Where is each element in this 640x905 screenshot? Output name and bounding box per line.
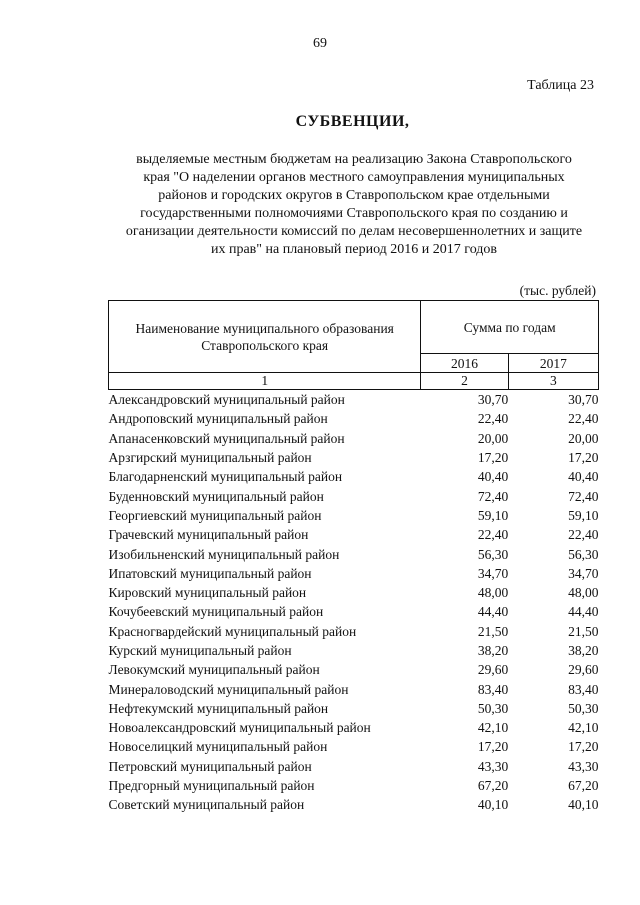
municipality-name-cell: Курский муниципальный район xyxy=(108,643,292,658)
value-2017-cell: 44,40 xyxy=(568,604,599,620)
document-subtitle xyxy=(108,151,600,259)
table-row xyxy=(109,506,599,525)
value-2017-cell: 34,70 xyxy=(568,565,599,581)
column-number-3: 3 xyxy=(508,373,598,390)
value-2017-cell: 42,10 xyxy=(568,720,599,736)
value-2016-cell: 56,30 xyxy=(477,546,509,562)
column-number-1: 1 xyxy=(109,373,421,390)
value-2016-cell: 83,40 xyxy=(477,681,509,697)
value-2016-cell: 48,00 xyxy=(477,585,509,601)
value-2016-cell: 29,60 xyxy=(477,662,509,678)
value-2017-cell: 30,70 xyxy=(568,392,599,408)
municipality-name-cell: Кировский муниципальный район xyxy=(108,585,307,601)
value-2016-cell: 22,40 xyxy=(477,527,509,543)
value-2017-cell: 40,10 xyxy=(568,797,599,813)
table-row xyxy=(109,390,599,410)
header-year-2017: 2017 xyxy=(508,354,598,373)
table-row xyxy=(109,486,599,505)
column-number-2: 2 xyxy=(421,373,508,390)
header-name-text: Наименование муниципального образования Ставропольского края xyxy=(135,320,394,353)
value-2016-cell: 17,20 xyxy=(477,450,509,466)
municipality-name-cell: Буденновский муниципальный район xyxy=(108,488,324,504)
value-2017-cell: 83,40 xyxy=(568,681,599,697)
header-year-2016: 2016 xyxy=(421,354,508,373)
municipality-name-cell: Предгорный муниципальный район xyxy=(108,778,315,794)
municipality-name-cell: Апанасенковский муниципальный район xyxy=(108,430,345,446)
municipality-name-cell: Грачевский муниципальный район xyxy=(108,527,309,543)
table-row xyxy=(109,737,599,756)
municipality-name-cell: Минераловодский муниципальный район xyxy=(108,681,349,697)
units-note: (тыс. рублей) xyxy=(519,283,596,298)
value-2017-cell: 56,30 xyxy=(568,546,599,562)
municipality-name-cell: Изобильненский муниципальный район xyxy=(108,546,340,562)
municipality-name-cell: Ипатовский муниципальный район xyxy=(108,565,312,581)
value-2016-cell: 67,20 xyxy=(477,778,509,794)
value-2017-cell: 17,20 xyxy=(568,739,599,755)
value-2017-cell: 29,60 xyxy=(568,662,599,678)
value-2016-cell: 72,40 xyxy=(477,488,509,504)
value-2017-cell: 38,20 xyxy=(568,643,599,658)
table-row xyxy=(109,602,599,621)
table-body xyxy=(109,390,599,815)
value-2017-cell: 21,50 xyxy=(568,623,599,639)
subtitle-line: районов и городских округов в Ставропольском крае отдельными xyxy=(158,188,550,203)
value-2017-cell: 50,30 xyxy=(568,700,599,716)
document-title: СУБВЕНЦИИ, xyxy=(295,113,410,130)
table-row xyxy=(109,679,599,698)
table-row xyxy=(109,622,599,641)
table-row xyxy=(109,525,599,544)
municipality-name-cell: Арзгирский муниципальный район xyxy=(108,450,312,466)
table-row xyxy=(109,583,599,602)
municipality-name-cell: Георгиевский муниципальный район xyxy=(108,507,322,523)
value-2017-cell: 48,00 xyxy=(568,585,599,601)
value-2017-cell: 40,40 xyxy=(568,469,599,485)
value-2016-cell: 42,10 xyxy=(477,720,509,736)
header-sum-by-years: Сумма по годам xyxy=(421,301,599,354)
value-2017-cell: 17,20 xyxy=(568,450,599,466)
value-2016-cell: 50,30 xyxy=(477,700,509,716)
municipality-name-cell: Александровский муниципальный район xyxy=(108,392,345,408)
value-2017-cell: 72,40 xyxy=(568,488,599,504)
municipality-name-cell: Благодарненский муниципальный район xyxy=(108,469,343,485)
table-row xyxy=(109,409,599,428)
value-2017-cell: 22,40 xyxy=(568,411,599,427)
table-row xyxy=(109,429,599,448)
value-2017-cell: 20,00 xyxy=(568,430,599,446)
value-2016-cell: 40,10 xyxy=(477,797,509,813)
table-row xyxy=(109,718,599,737)
subventions-table xyxy=(108,300,599,815)
value-2016-cell: 22,40 xyxy=(477,411,509,427)
table-row xyxy=(109,660,599,679)
municipality-name-cell: Новоалександровский муниципальный район xyxy=(108,720,371,736)
value-2016-cell: 44,40 xyxy=(477,604,509,620)
table-row xyxy=(109,757,599,776)
value-2016-cell: 21,50 xyxy=(477,623,509,639)
value-2017-cell: 43,30 xyxy=(568,758,599,774)
value-2017-cell: 22,40 xyxy=(568,527,599,543)
subtitle-line: края "О наделении органов местного самоуправления муниципальных xyxy=(143,170,565,185)
value-2016-cell: 30,70 xyxy=(477,392,509,408)
value-2016-cell: 20,00 xyxy=(477,430,509,446)
value-2016-cell: 43,30 xyxy=(477,758,509,774)
table-row xyxy=(109,467,599,486)
page-number: 69 xyxy=(313,36,327,51)
municipality-name-cell: Петровский муниципальный район xyxy=(108,758,312,774)
table-row xyxy=(109,795,599,814)
header-municipality-name xyxy=(109,301,421,373)
municipality-name-cell: Андроповский муниципальный район xyxy=(108,411,328,427)
value-2017-cell: 59,10 xyxy=(568,507,599,523)
table-label: Таблица 23 xyxy=(527,78,594,93)
table-row xyxy=(109,699,599,718)
municipality-name-cell: Кочубеевский муниципальный район xyxy=(108,604,324,620)
table-row xyxy=(109,544,599,563)
municipality-name-cell: Нефтекумский муниципальный район xyxy=(108,700,329,716)
municipality-name-cell: Новоселицкий муниципальный район xyxy=(108,739,328,755)
subtitle-line: оганизации деятельности комиссий по делам несовершеннолетних и защите xyxy=(125,224,583,239)
table-row xyxy=(109,448,599,467)
value-2017-cell: 67,20 xyxy=(568,778,599,794)
value-2016-cell: 40,40 xyxy=(477,469,509,485)
value-2016-cell: 38,20 xyxy=(477,643,509,658)
subtitle-line: их прав" на плановый период 2016 и 2017 годов xyxy=(210,242,498,257)
table-row xyxy=(109,564,599,583)
municipality-name-cell: Советский муниципальный район xyxy=(108,797,305,813)
table-row xyxy=(109,776,599,795)
value-2016-cell: 59,10 xyxy=(477,507,509,523)
municipality-name-cell: Красногвардейский муниципальный район xyxy=(108,623,357,639)
subtitle-line: выделяемые местным бюджетам на реализацию Закона Ставропольского xyxy=(136,152,572,167)
table-row xyxy=(109,641,599,660)
subtitle-line: государственными полномочиями Ставропольского края по созданию и xyxy=(140,206,568,221)
value-2016-cell: 34,70 xyxy=(477,565,509,581)
municipality-name-cell: Левокумский муниципальный район xyxy=(108,662,320,678)
value-2016-cell: 17,20 xyxy=(477,739,509,755)
